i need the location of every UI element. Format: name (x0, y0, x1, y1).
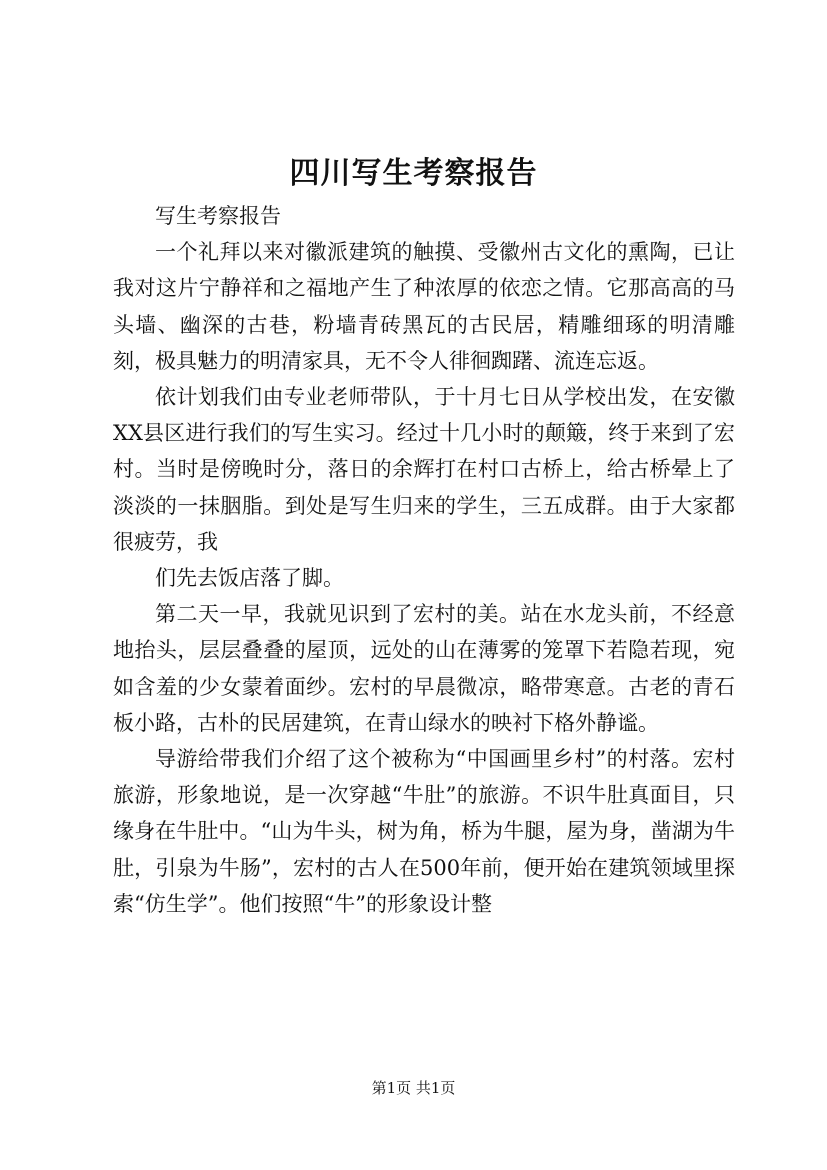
body-paragraph: 依计划我们由专业老师带队，于十月七日从学校出发，在安徽XX县区进行我们的写生实习。经过十几小时的颠簸，终于来到了宏村。当时是傍晚时分，落日的余辉打在村口古桥上，给古桥晕上了淡淡的一抹胭脂。到处是写生归来的学生，三五成群。由于大家都很疲劳，我 (113, 385, 735, 554)
page-footer: 第1页 共1页 (371, 1079, 456, 1097)
body-paragraph: 导游给带我们介绍了这个被称为“中国画里乡村”的村落。宏村旅游，形象地说，是一次穿越“牛肚”的旅游。不识牛肚真面目，只缘身在牛肚中。“山为牛头，树为角，桥为牛腿，屋为身，凿湖为牛肚，引泉为牛肠”，宏村的古人在500年前，便开始在建筑领域里探索“仿生学”。他们按照“牛”的形象设计整 (113, 747, 735, 916)
body-paragraph: 一个礼拜以来对徽派建筑的触摸、受徽州古文化的熏陶，已让我对这片宁静祥和之福地产生了种浓厚的依恋之情。它那高高的马头墙、幽深的古巷，粉墙青砖黑瓦的古民居，精雕细琢的明清雕刻，极具魅力的明清家具，无不令人徘徊踟躇、流连忘返。 (113, 240, 735, 373)
body-paragraph: 们先去饭店落了脚。 (155, 566, 344, 591)
document-title: 四川写生考察报告 (289, 156, 538, 191)
subtitle-paragraph: 写生考察报告 (155, 204, 281, 228)
document-body (113, 198, 735, 922)
body-paragraph: 第二天一早，我就见识到了宏村的美。站在水龙头前，不经意地抬头，层层叠叠的屋顶，远处的山在薄雾的笼罩下若隐若现，宛如含羞的少女蒙着面纱。宏村的早晨微凉，略带寒意。古老的青石板小路，古朴的民居建筑，在青山绿水的映衬下格外静谧。 (113, 602, 735, 735)
